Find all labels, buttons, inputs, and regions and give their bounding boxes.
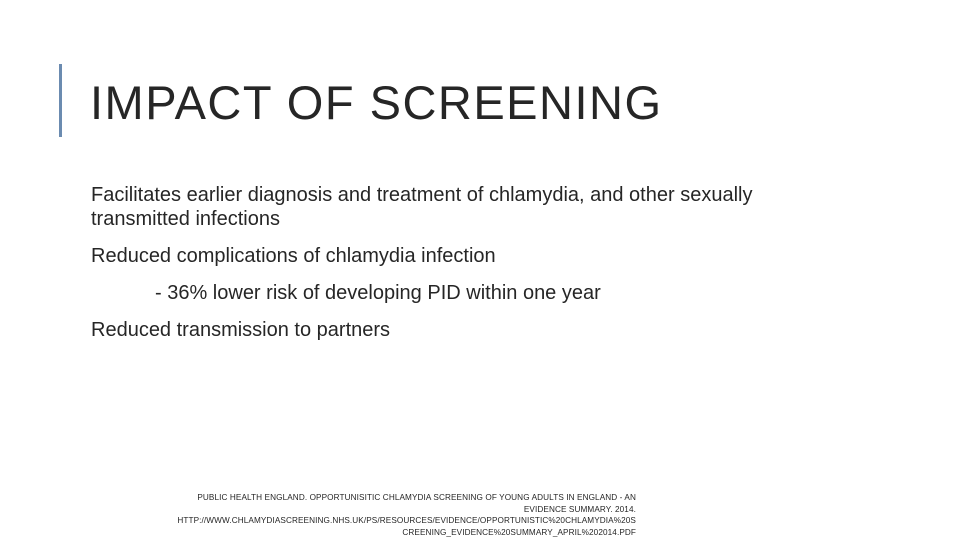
bullet-reduced-complications: Reduced complications of chlamydia infection — [91, 245, 496, 267]
reference-citation — [60, 492, 636, 538]
reference-line: EVIDENCE SUMMARY. 2014. — [523, 504, 636, 514]
reference-url-line: HTTP://WWW.CHLAMYDIASCREENING.NHS.UK/PS/RESOURCES/EVIDENCE/OPPORTUNISTIC%20CHLAMYDIA%20S — [177, 516, 636, 525]
sub-bullet-pid-risk: - 36% lower risk of developing PID within one year — [155, 282, 601, 304]
bullet-reduced-transmission: Reduced transmission to partners — [91, 319, 391, 341]
title-accent-bar — [59, 64, 62, 137]
reference-url-line: CREENING_EVIDENCE%20SUMMARY_APRIL%202014.PDF — [402, 527, 636, 537]
bullet-earlier-diagnosis: Facilitates earlier diagnosis and treatment of chlamydia, and other sexually transmitted infections — [91, 184, 753, 230]
reference-line: PUBLIC HEALTH ENGLAND. OPPORTUNISITIC CHLAMYDIA SCREENING OF YOUNG ADULTS IN ENGLAND - AN — [197, 493, 636, 502]
slide-title: IMPACT OF SCREENING — [90, 76, 663, 129]
slide-body — [91, 183, 851, 355]
